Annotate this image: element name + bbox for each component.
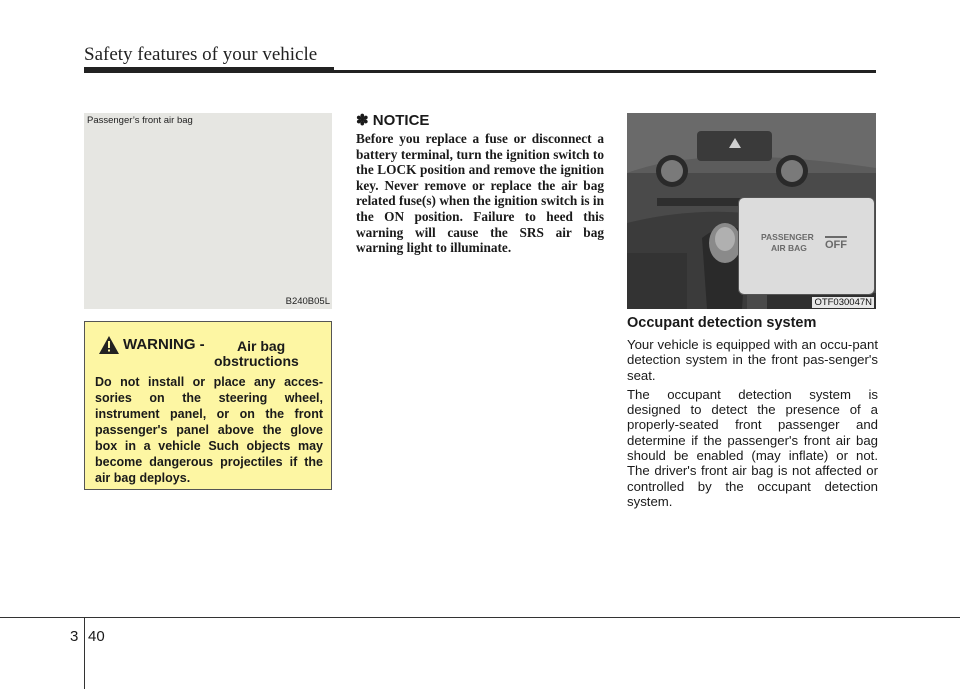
footer-rule [0,617,960,618]
indicator-off: OFF [825,236,847,251]
section-heading: Occupant detection system [627,315,817,331]
indicator-label-passenger: PASSENGER [761,232,814,242]
header-rule [84,70,876,73]
notice-heading: ✽ NOTICE [356,112,430,129]
figure-code: B240B05L [285,296,330,307]
footer-divider [84,617,85,689]
passenger-airbag-off-indicator [738,197,875,295]
warning-label: WARNING - [123,336,205,353]
chapter-number: 3 [70,628,79,645]
indicator-label-airbag: AIR BAG [771,243,807,253]
page-header-title: Safety features of your vehicle [84,44,318,65]
warning-icon [99,336,119,354]
notice-block [356,111,604,256]
photo-code: OTF030047N [814,297,872,308]
figure-caption: Passenger’s front air bag [87,115,193,126]
warning-title-line2: obstructions [214,353,299,369]
section-paragraph-2: The occupant detection system is designed to detect the presence of a properly-seated front passenger and determine if the passenger's front air bag should be enabled (may inflate) or not. The driver's front air bag is not affected or controlled by the occupant detection system. [627,386,878,509]
page-number: 40 [88,628,105,645]
figure-passenger-airbag [84,113,332,309]
warning-title-line1: Air bag [237,338,286,354]
section-paragraph-1: Your vehicle is equipped with an occu-pant detection system in the front pas-senger's seat. [627,337,878,383]
warning-body: Do not install or place any acces-sories on the steering wheel, instrument panel, or on the front passenger's panel above the glove box in a vehicle Such objects may become dangerous projectiles if the air bag deploys. [95,375,323,485]
occupant-detection-section [627,315,878,513]
warning-box [84,321,332,490]
notice-body: Before you replace a fuse or disconnect a battery terminal, turn the ignition switch to the LOCK position and remove the ignition key. Never remove or replace the air bag related fuse(s) when the ignition switch is in the ON position. Failure to heed this warning will cause the SRS air bag warning light to illuminate. [356,131,604,256]
